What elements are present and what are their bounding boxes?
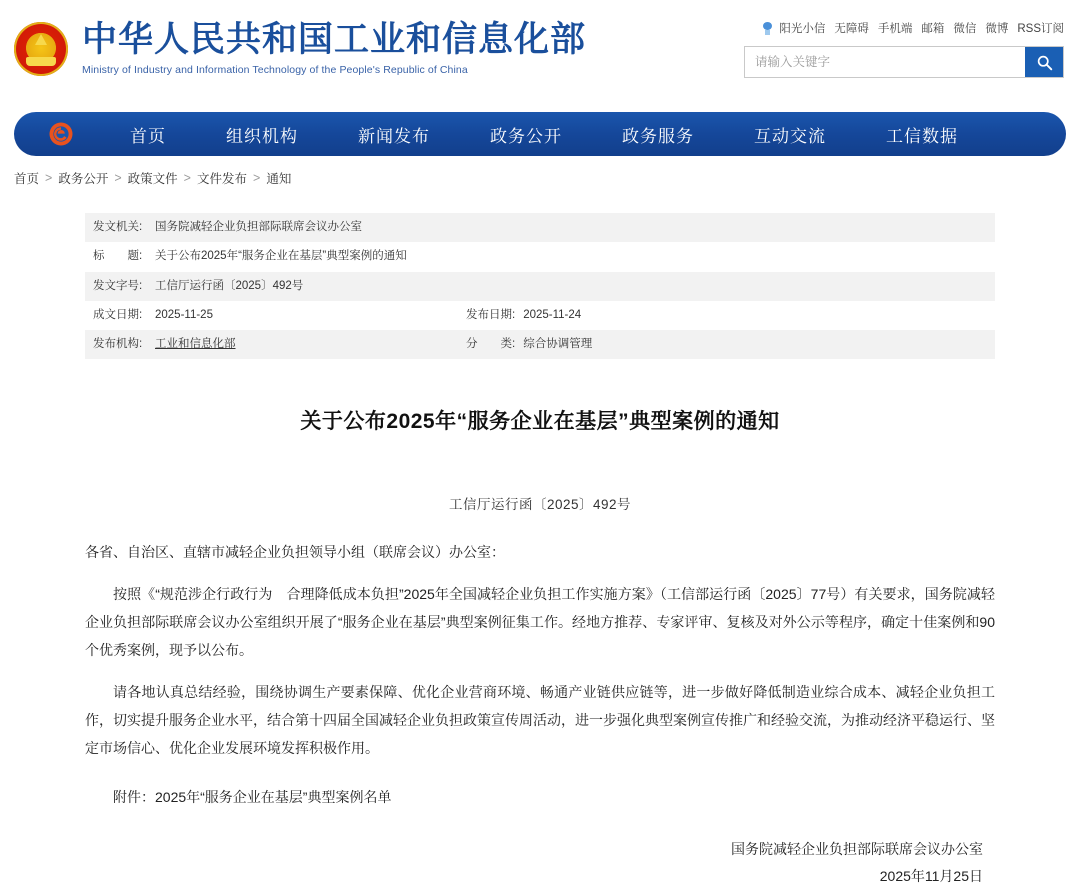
meta-value-title: 关于公布2025年“服务企业在基层”典型案例的通知 [155,250,407,263]
breadcrumb-item-government-affairs[interactable]: 政务公开 [58,172,109,186]
nav-item-interaction[interactable]: 互动交流 [754,126,826,146]
document-metadata-table [85,213,995,359]
document-number: 工信厅运行函〔2025〕492号 [448,497,632,513]
meta-label-written-date: 成文日期: [93,308,143,321]
nav-item-organization[interactable]: 组织机构 [226,126,298,146]
breadcrumb-item-policy-documents[interactable]: 政策文件 [127,172,178,186]
meta-label-doc-number: 发文字号: [93,279,143,292]
meta-label-title: 标 题: [93,250,143,263]
meta-label-category: 分 类: [466,338,516,350]
search-box [744,46,1064,78]
search-input[interactable] [745,47,1025,77]
meta-value-doc-number: 工信厅运行函〔2025〕492号 [155,279,304,292]
publisher-link[interactable]: 工业和信息化部 [155,338,236,350]
document-salutation: 各省、自治区、直辖市减轻企业负担领导小组（联席会议）办公室： [85,544,505,561]
util-link-weibo[interactable]: 微博 [985,23,1009,35]
site-header [0,0,1080,112]
sun-droplet-icon [762,22,773,35]
nav-item-government-affairs[interactable]: 政务公开 [490,126,562,146]
table-row [85,272,995,301]
meta-value-category: 综合协调管理 [523,338,593,350]
meta-value-issuing-authority: 国务院减轻企业负担部际联席会议办公室 [155,221,362,233]
utility-area [744,20,1064,78]
table-row [85,301,995,330]
document-container [85,213,995,890]
util-link-accessibility[interactable]: 无障碍 [834,23,869,35]
meta-label-issuing-authority: 发文机关: [93,221,143,233]
site-title-en: Ministry of Industry and Information Technology of the People's Republic of China [82,63,468,76]
util-link-wechat[interactable]: 微信 [953,23,977,35]
table-row [85,242,995,271]
signature-block [85,836,995,889]
breadcrumb-separator: > [183,171,191,185]
util-link-mail[interactable]: 邮箱 [921,23,945,35]
breadcrumb [14,169,1080,187]
breadcrumb-item-notice[interactable]: 通知 [266,172,292,186]
miit-e-logo-icon[interactable] [48,121,74,147]
document-paragraph-2: 请各地认真总结经验，围绕协调生产要素保障、优化企业营商环境、畅通产业链供应链等，进一步做好降低制造业综合成本、减轻企业负担工作，切实提升服务企业水平，结合第十四届全国减轻企业负担政策宣传周活动，进一步强化典型案例宣传推广和经验交流，为推动经济平稳运行、坚定市场信心、优化企业发展环境发挥积极作用。 [85,683,995,756]
util-link-sunshine[interactable]: 阳光小信 [779,23,826,35]
signature-date: 2025年11月25日 [879,868,983,885]
nav-item-government-services[interactable]: 政务服务 [622,126,694,146]
breadcrumb-separator: > [253,171,261,185]
breadcrumb-item-document-release[interactable]: 文件发布 [196,172,247,186]
nav-item-home[interactable]: 首页 [130,126,166,146]
search-icon [1036,54,1053,71]
table-row [85,213,995,242]
site-title-cn: 中华人民共和国工业和信息化部 [82,20,587,60]
site-logo-block[interactable] [14,22,586,76]
breadcrumb-separator: > [114,171,122,185]
site-title-column [82,22,586,76]
document-attachment: 附件：2025年“服务企业在基层”典型案例名单 [113,788,392,805]
utility-links [744,20,1064,36]
util-link-rss[interactable]: RSS订阅 [1017,23,1064,35]
meta-label-publisher: 发布机构: [93,338,143,350]
document-paragraph-1: 按照《“规范涉企行政行为 合理降低成本负担”2025年全国减轻企业负担工作实施方案》（工信部运行函〔2025〕77号）有关要求，国务院减轻企业负担部际联席会议办公室组织开展了“服务企业在基层”典型案例征集工作。经地方推荐、专家评审、复核及对外公示等程序，确定十佳案例和90个优秀案例，现予以公布。 [85,585,995,658]
breadcrumb-item-home[interactable]: 首页 [14,172,40,186]
nav-item-data[interactable]: 工信数据 [886,126,958,146]
meta-value-written-date: 2025-11-25 [155,308,213,321]
signature-organization: 国务院减轻企业负担部际联席会议办公室 [731,841,983,858]
national-emblem-icon [14,22,68,76]
meta-value-publisher [147,330,442,359]
util-link-mobile[interactable]: 手机端 [877,23,913,35]
table-row [85,330,995,359]
meta-label-publish-date: 发布日期: [466,308,516,321]
page-title: 关于公布2025年“服务企业在基层”典型案例的通知 [300,410,780,434]
main-navigation [14,112,1066,156]
search-button[interactable] [1025,47,1063,77]
nav-item-news[interactable]: 新闻发布 [358,126,430,146]
meta-value-publish-date: 2025-11-24 [523,308,582,321]
breadcrumb-separator: > [45,171,53,185]
